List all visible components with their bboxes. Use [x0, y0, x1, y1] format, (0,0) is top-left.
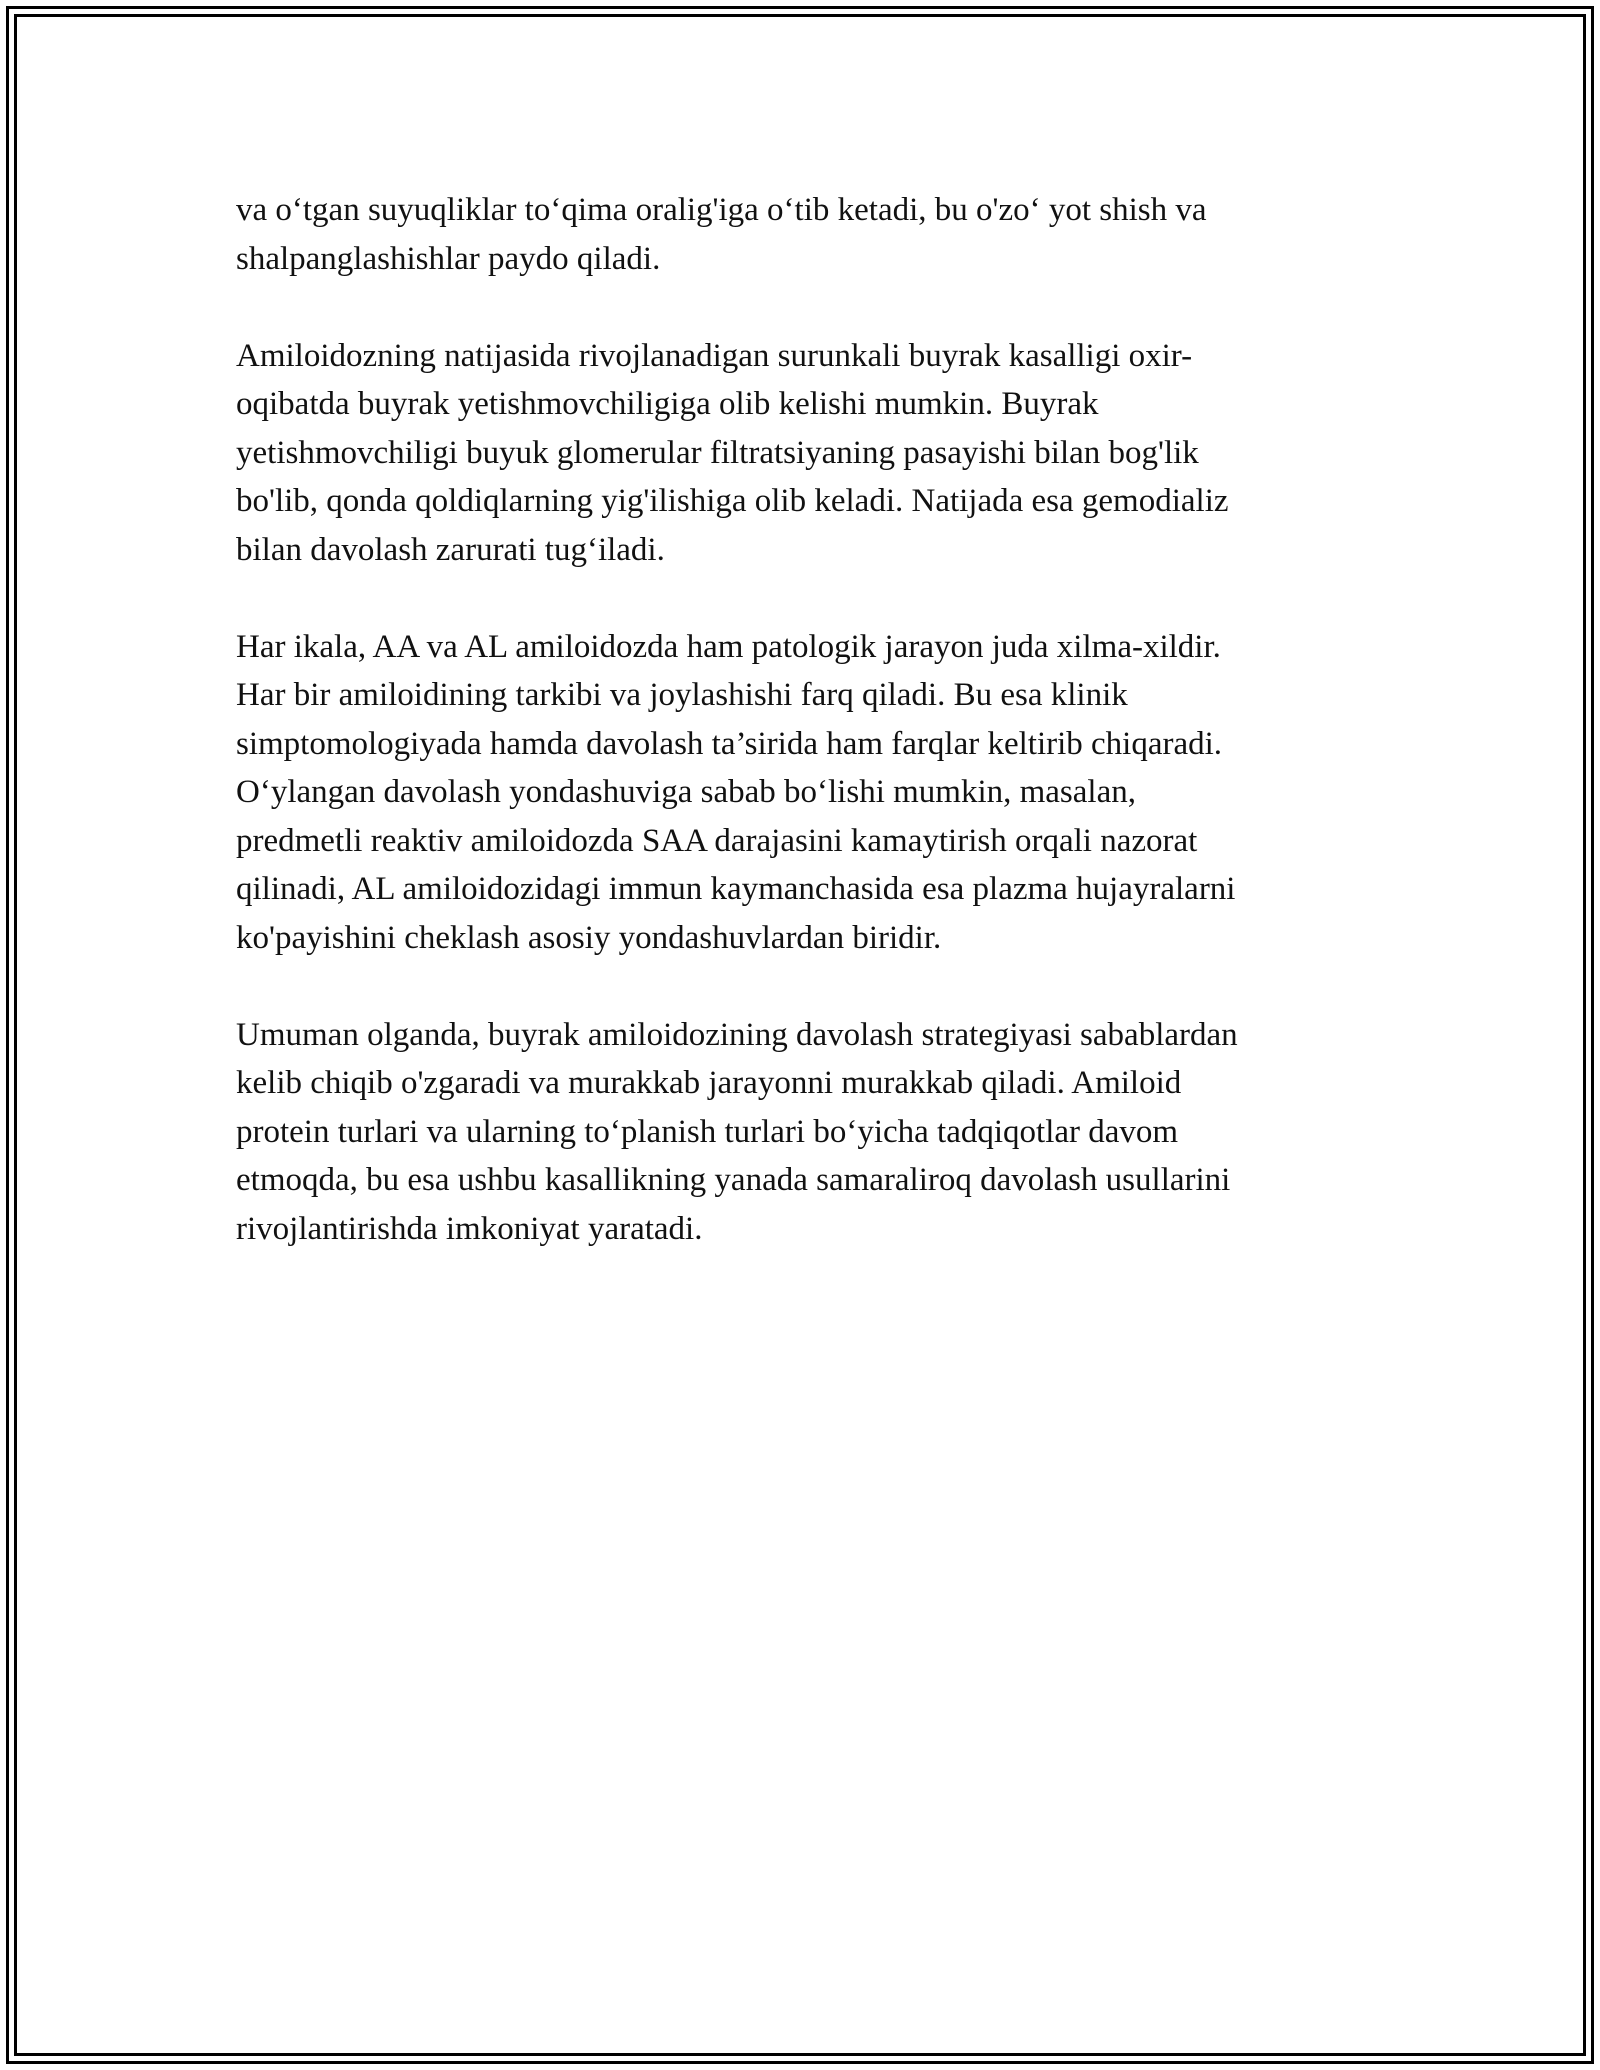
text-line: predmetli reaktiv amiloidozda SAA darajasini kamaytirish orqali nazorat — [236, 822, 1198, 859]
paragraph — [236, 186, 1356, 283]
text-line: simptomologiyada hamda davolash ta’sirida ham farqlar keltirib chiqaradi. — [236, 725, 1223, 762]
text-line: oqibatda buyrak yetishmovchiligiga olib kelishi mumkin. Buyrak — [236, 386, 1099, 422]
text-line: bilan davolash zarurati tug‘iladi. — [236, 531, 665, 568]
document-body — [236, 186, 1356, 1302]
text-line: yetishmovchiligi buyuk glomerular filtratsiyaning pasayishi bilan bog'lik — [236, 434, 1199, 471]
text-line: Umuman olganda, buyrak amiloidozining davolash strategiyasi sabablardan — [236, 1016, 1238, 1053]
text-line: Har ikala, AA va AL amiloidozda ham patologik jarayon juda xilma-xildir. — [236, 628, 1221, 665]
text-line: va o‘tgan suyuqliklar to‘qima oralig'iga o‘tib ketadi, bu o'zo‘ yot shish va — [236, 192, 1207, 228]
text-line: ko'payishini cheklash asosiy yondashuvlardan biridir. — [236, 919, 942, 956]
text-line: Amiloidozning natijasida rivojlanadigan surunkali buyrak kasalligi oxir- — [236, 337, 1193, 374]
text-line: qilinadi, AL amiloidozidagi immun kaymanchasida esa plazma hujayralarni — [236, 871, 1236, 907]
paragraph — [236, 332, 1356, 575]
text-line: kelib chiqib o'zgaradi va murakkab jarayonni murakkab qiladi. Amiloid — [236, 1065, 1182, 1101]
text-line: bo'lib, qonda qoldiqlarning yig'ilishiga olib keladi. Natijada esa gemodializ — [236, 483, 1229, 519]
text-line: protein turlari va ularning to‘planish turlari bo‘yicha tadqiqotlar davom — [236, 1113, 1179, 1150]
text-line: etmoqda, bu esa ushbu kasallikning yanada samaraliroq davolash usullarini — [236, 1162, 1231, 1198]
paragraph — [236, 623, 1356, 963]
text-line: O‘ylangan davolash yondashuviga sabab bo‘lishi mumkin, masalan, — [236, 774, 1136, 810]
text-line: Har bir amiloidining tarkibi va joylashishi farq qiladi. Bu esa klinik — [236, 677, 1128, 713]
text-line: shalpanglashishlar paydo qiladi. — [236, 240, 661, 277]
paragraph — [236, 1011, 1356, 1254]
text-line: rivojlantirishda imkoniyat yaratadi. — [236, 1210, 703, 1247]
